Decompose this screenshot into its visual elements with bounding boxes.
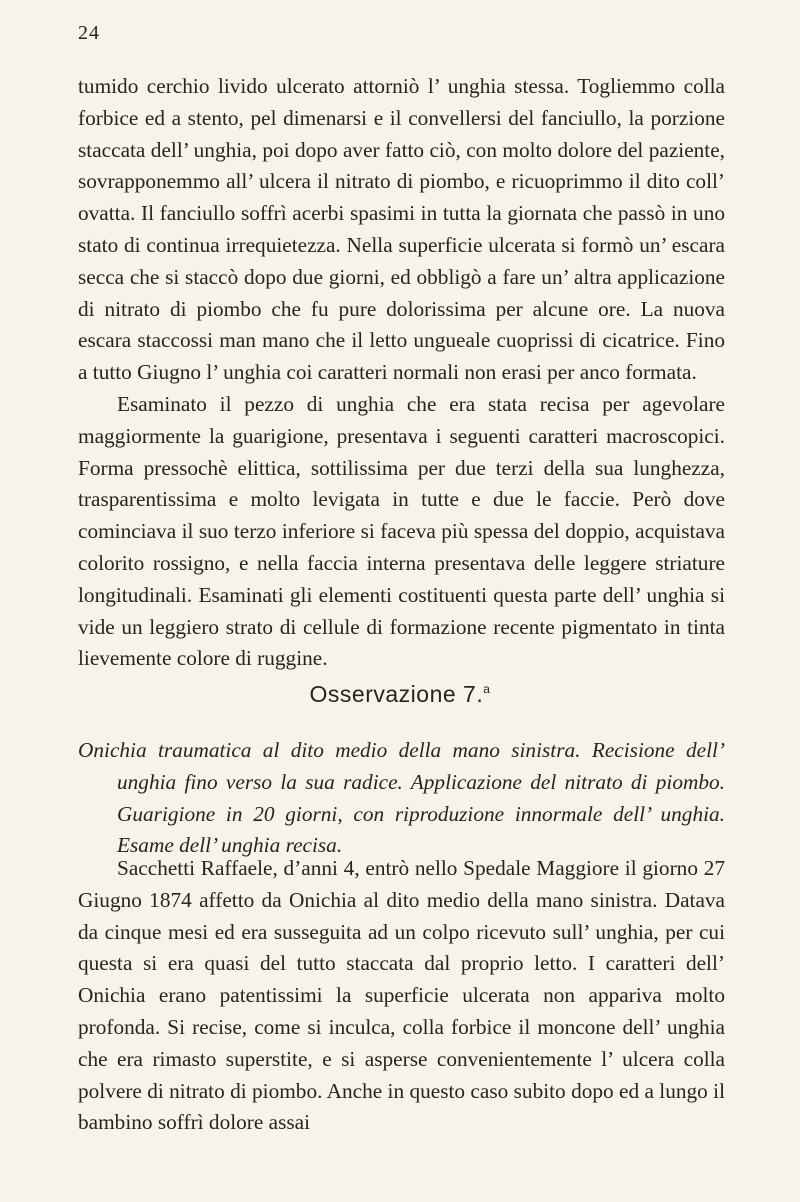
paragraph-continuation: tumido cerchio livido ulcerato attorniò l’ unghia stessa. Togliemmo colla forbice ed a stento, pel dimenarsi e il convellersi del fanciullo, la porzione staccata dell’ unghia, poi dopo aver fatto ciò, con molto dolore del paziente, sovrapponemmo all’ ulcera il nitrato di piombo, e ricuoprimmo il dito coll’ ovatta. Il fanciullo soffrì acerbi spasimi in tutta la giornata che passò in uno stato di continua irrequietezza. Nella superficie ulcerata si formò un’ escara secca che si staccò dopo due giorni, ed obbligò a fare un’ altra applicazione di nitrato di piombo che fu pure dolorissima per alcune ore. La nuova escara staccossi man mano che il letto ungueale cuoprissi di cicatrice. Fino a tutto Giugno l’ unghia coi caratteri normali non erasi per anco formata. (78, 74, 725, 385)
body-text-top (78, 71, 725, 675)
section-heading-superscript: a (483, 682, 491, 696)
page-number: 24 (78, 22, 100, 44)
paragraph-nail-examination: Esaminato il pezzo di unghia che era stata recisa per agevolare maggiormente la guarigione, presentava i seguenti caratteri macroscopici. Forma pressochè elittica, sottilissima per due terzi della sua lunghezza, trasparentissima e molto levigata in tutte e due le faccie. Però dove cominciava il suo terzo inferiore si faceva più spessa del doppio, acquistava colorito rossigno, e nella faccia interna presentava delle leggere striature longitudinali. Esaminati gli elementi costituenti questa parte dell’ unghia si vide un leggiero strato di cellule di formazione recente pigmentato in tinta lievemente colore di ruggine. (78, 391, 725, 671)
paragraph-case-history: Sacchetti Raffaele, d’anni 4, entrò nello Spedale Maggiore il giorno 27 Giugno 1874 affetto da Onichia al dito medio della mano sinistra. Datava da cinque mesi ed era susseguita ad un colpo ricevuto sull’ unghia, per cui questa si era quasi del tutto staccata dal proprio letto. I caratteri dell’ Onichia erano patentissimi la superficie ulcerata non appariva molto profonda. Si recise, come si inculca, colla forbice il moncone dell’ unghia che era rimasto superstite, e si asperse convenientemente l’ ulcera colla polvere di nitrato di piombo. Anche in questo caso subito dopo ed a lungo il bambino soffrì dolore assai (78, 856, 725, 1135)
case-summary-text: Onichia traumatica al dito medio della mano sinistra. Recisione dell’ unghia fino verso la sua radice. Applicazione del nitrato di piombo. Guarigione in 20 giorni, con riproduzione innormale dell’ unghia. Esame dell’ unghia recisa. (78, 738, 725, 858)
case-summary (78, 735, 725, 862)
section-heading (0, 681, 800, 708)
section-heading-text: Osservazione 7. (309, 681, 484, 707)
body-text-bottom (78, 853, 725, 1139)
